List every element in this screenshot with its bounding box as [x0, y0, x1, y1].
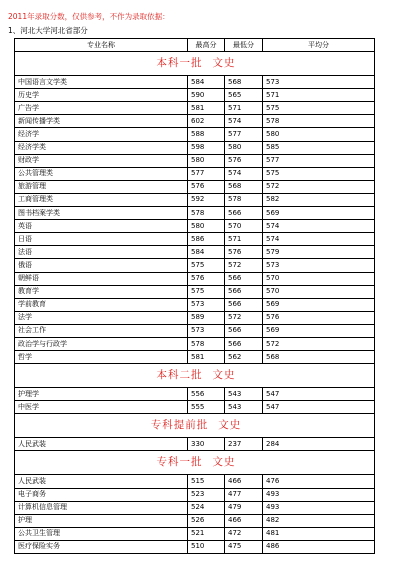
avg-score-cell: 569: [263, 324, 375, 337]
avg-score-cell: 575: [263, 167, 375, 180]
max-score-cell: 581: [188, 351, 225, 364]
table-row: [15, 180, 375, 193]
avg-score-cell: 568: [263, 351, 375, 364]
max-score-cell: 524: [188, 501, 225, 514]
max-score-cell: 584: [188, 76, 225, 89]
avg-score-cell: 577: [263, 154, 375, 167]
min-score-cell: 543: [225, 388, 263, 401]
max-score-cell: 577: [188, 167, 225, 180]
avg-score-cell: 574: [263, 220, 375, 233]
min-score-cell: 577: [225, 128, 263, 141]
batch-band-row: [15, 414, 375, 438]
max-score-cell: 588: [188, 128, 225, 141]
min-score-cell: 566: [225, 207, 263, 220]
batch-heading: [15, 414, 375, 438]
max-score-cell: 521: [188, 527, 225, 540]
avg-score-cell: 493: [263, 488, 375, 501]
major-name-cell: 社会工作: [15, 324, 188, 337]
min-score-cell: 237: [225, 438, 263, 451]
max-score-cell: 526: [188, 514, 225, 527]
table-row: [15, 298, 375, 311]
major-name-cell: 计算机信息管理: [15, 501, 188, 514]
max-score-cell: 556: [188, 388, 225, 401]
category-label: 文史: [212, 57, 236, 70]
table-row: [15, 167, 375, 180]
min-score-cell: 566: [225, 272, 263, 285]
table-row: [15, 388, 375, 401]
max-score-cell: 523: [188, 488, 225, 501]
batch-band-row: [15, 451, 375, 475]
avg-score-cell: 580: [263, 128, 375, 141]
major-name-cell: 医疗保险实务: [15, 540, 188, 553]
table-row: [15, 540, 375, 553]
column-header-avg: 平均分: [263, 39, 375, 52]
min-score-cell: 566: [225, 324, 263, 337]
table-row: [15, 285, 375, 298]
max-score-cell: 330: [188, 438, 225, 451]
min-score-cell: 466: [225, 514, 263, 527]
max-score-cell: 580: [188, 220, 225, 233]
major-name-cell: 英语: [15, 220, 188, 233]
min-score-cell: 572: [225, 311, 263, 324]
max-score-cell: 576: [188, 180, 225, 193]
avg-score-cell: 481: [263, 527, 375, 540]
major-name-cell: 历史学: [15, 89, 188, 102]
avg-score-cell: 493: [263, 501, 375, 514]
table-row: [15, 514, 375, 527]
table-row: [15, 141, 375, 154]
major-name-cell: 教育学: [15, 285, 188, 298]
min-score-cell: 472: [225, 527, 263, 540]
major-name-cell: 哲学: [15, 351, 188, 364]
avg-score-cell: 571: [263, 89, 375, 102]
max-score-cell: 578: [188, 207, 225, 220]
min-score-cell: 543: [225, 401, 263, 414]
min-score-cell: 479: [225, 501, 263, 514]
table-row: [15, 259, 375, 272]
admission-scores-table: [14, 38, 375, 554]
batch-heading: [15, 451, 375, 475]
major-name-cell: 图书档案学类: [15, 207, 188, 220]
max-score-cell: 573: [188, 298, 225, 311]
notice-text: 2011年录取分数，仅供参考，不作为录取依据：: [8, 12, 170, 21]
batch-heading: [15, 364, 375, 388]
batch-label: 专科一批: [156, 456, 203, 469]
table-row: [15, 233, 375, 246]
min-score-cell: 574: [225, 115, 263, 128]
major-name-cell: 经济学类: [15, 141, 188, 154]
min-score-cell: 580: [225, 141, 263, 154]
major-name-cell: 日语: [15, 233, 188, 246]
table-row: [15, 193, 375, 206]
major-name-cell: 中国语言文学类: [15, 76, 188, 89]
max-score-cell: 578: [188, 337, 225, 350]
table-header-row: [15, 39, 375, 52]
min-score-cell: 576: [225, 246, 263, 259]
avg-score-cell: 572: [263, 180, 375, 193]
min-score-cell: 578: [225, 193, 263, 206]
max-score-cell: 573: [188, 324, 225, 337]
major-name-cell: 公共管理类: [15, 167, 188, 180]
table-row: [15, 527, 375, 540]
max-score-cell: 580: [188, 154, 225, 167]
table-row: [15, 337, 375, 350]
avg-score-cell: 570: [263, 272, 375, 285]
table-row: [15, 76, 375, 89]
major-name-cell: 工商管理类: [15, 193, 188, 206]
major-name-cell: 政治学与行政学: [15, 337, 188, 350]
table-row: [15, 401, 375, 414]
table-row: [15, 102, 375, 115]
batch-heading: [15, 52, 375, 76]
min-score-cell: 576: [225, 154, 263, 167]
section-title: 1、河北大学河北省部分: [8, 26, 88, 35]
table-row: [15, 128, 375, 141]
avg-score-cell: 547: [263, 401, 375, 414]
max-score-cell: 589: [188, 311, 225, 324]
min-score-cell: 568: [225, 180, 263, 193]
min-score-cell: 574: [225, 167, 263, 180]
column-header-max: 最高分: [188, 39, 225, 52]
major-name-cell: 新闻传播学类: [15, 115, 188, 128]
batch-band-row: [15, 52, 375, 76]
max-score-cell: 592: [188, 193, 225, 206]
category-label: 文史: [218, 419, 242, 432]
max-score-cell: 515: [188, 475, 225, 488]
table-row: [15, 89, 375, 102]
min-score-cell: 562: [225, 351, 263, 364]
major-name-cell: 人民武装: [15, 475, 188, 488]
min-score-cell: 566: [225, 285, 263, 298]
avg-score-cell: 569: [263, 207, 375, 220]
major-name-cell: 学前教育: [15, 298, 188, 311]
min-score-cell: 568: [225, 76, 263, 89]
major-name-cell: 法学: [15, 311, 188, 324]
min-score-cell: 571: [225, 102, 263, 115]
major-name-cell: 电子商务: [15, 488, 188, 501]
major-name-cell: 公共卫生管理: [15, 527, 188, 540]
max-score-cell: 575: [188, 285, 225, 298]
major-name-cell: 中医学: [15, 401, 188, 414]
max-score-cell: 598: [188, 141, 225, 154]
table-row: [15, 220, 375, 233]
avg-score-cell: 579: [263, 246, 375, 259]
max-score-cell: 590: [188, 89, 225, 102]
min-score-cell: 566: [225, 337, 263, 350]
table-row: [15, 488, 375, 501]
min-score-cell: 572: [225, 259, 263, 272]
avg-score-cell: 574: [263, 233, 375, 246]
avg-score-cell: 572: [263, 337, 375, 350]
avg-score-cell: 585: [263, 141, 375, 154]
table-row: [15, 207, 375, 220]
major-name-cell: 财政学: [15, 154, 188, 167]
major-name-cell: 广告学: [15, 102, 188, 115]
avg-score-cell: 486: [263, 540, 375, 553]
avg-score-cell: 575: [263, 102, 375, 115]
table-row: [15, 324, 375, 337]
avg-score-cell: 573: [263, 76, 375, 89]
column-header-major: 专业名称: [15, 39, 188, 52]
table-row: [15, 475, 375, 488]
major-name-cell: 经济学: [15, 128, 188, 141]
table-row: [15, 115, 375, 128]
max-score-cell: 602: [188, 115, 225, 128]
min-score-cell: 477: [225, 488, 263, 501]
table-row: [15, 154, 375, 167]
avg-score-cell: 547: [263, 388, 375, 401]
max-score-cell: 581: [188, 102, 225, 115]
avg-score-cell: 569: [263, 298, 375, 311]
avg-score-cell: 582: [263, 193, 375, 206]
category-label: 文史: [212, 456, 236, 469]
batch-label: 专科提前批: [150, 419, 209, 432]
column-header-min: 最低分: [225, 39, 263, 52]
table-row: [15, 246, 375, 259]
batch-label: 本科二批: [156, 369, 203, 382]
table-row: [15, 351, 375, 364]
min-score-cell: 571: [225, 233, 263, 246]
avg-score-cell: 570: [263, 285, 375, 298]
table-row: [15, 311, 375, 324]
avg-score-cell: 573: [263, 259, 375, 272]
major-name-cell: 护理: [15, 514, 188, 527]
min-score-cell: 570: [225, 220, 263, 233]
major-name-cell: 人民武装: [15, 438, 188, 451]
max-score-cell: 584: [188, 246, 225, 259]
min-score-cell: 466: [225, 475, 263, 488]
major-name-cell: 旅游管理: [15, 180, 188, 193]
max-score-cell: 576: [188, 272, 225, 285]
table-row: [15, 438, 375, 451]
min-score-cell: 566: [225, 298, 263, 311]
major-name-cell: 朝鲜语: [15, 272, 188, 285]
table-row: [15, 501, 375, 514]
avg-score-cell: 482: [263, 514, 375, 527]
max-score-cell: 586: [188, 233, 225, 246]
max-score-cell: 555: [188, 401, 225, 414]
avg-score-cell: 578: [263, 115, 375, 128]
category-label: 文史: [212, 369, 236, 382]
min-score-cell: 475: [225, 540, 263, 553]
major-name-cell: 法语: [15, 246, 188, 259]
min-score-cell: 565: [225, 89, 263, 102]
avg-score-cell: 284: [263, 438, 375, 451]
major-name-cell: 护理学: [15, 388, 188, 401]
table-row: [15, 272, 375, 285]
batch-label: 本科一批: [156, 57, 203, 70]
batch-band-row: [15, 364, 375, 388]
avg-score-cell: 576: [263, 311, 375, 324]
avg-score-cell: 476: [263, 475, 375, 488]
max-score-cell: 510: [188, 540, 225, 553]
major-name-cell: 俄语: [15, 259, 188, 272]
max-score-cell: 575: [188, 259, 225, 272]
